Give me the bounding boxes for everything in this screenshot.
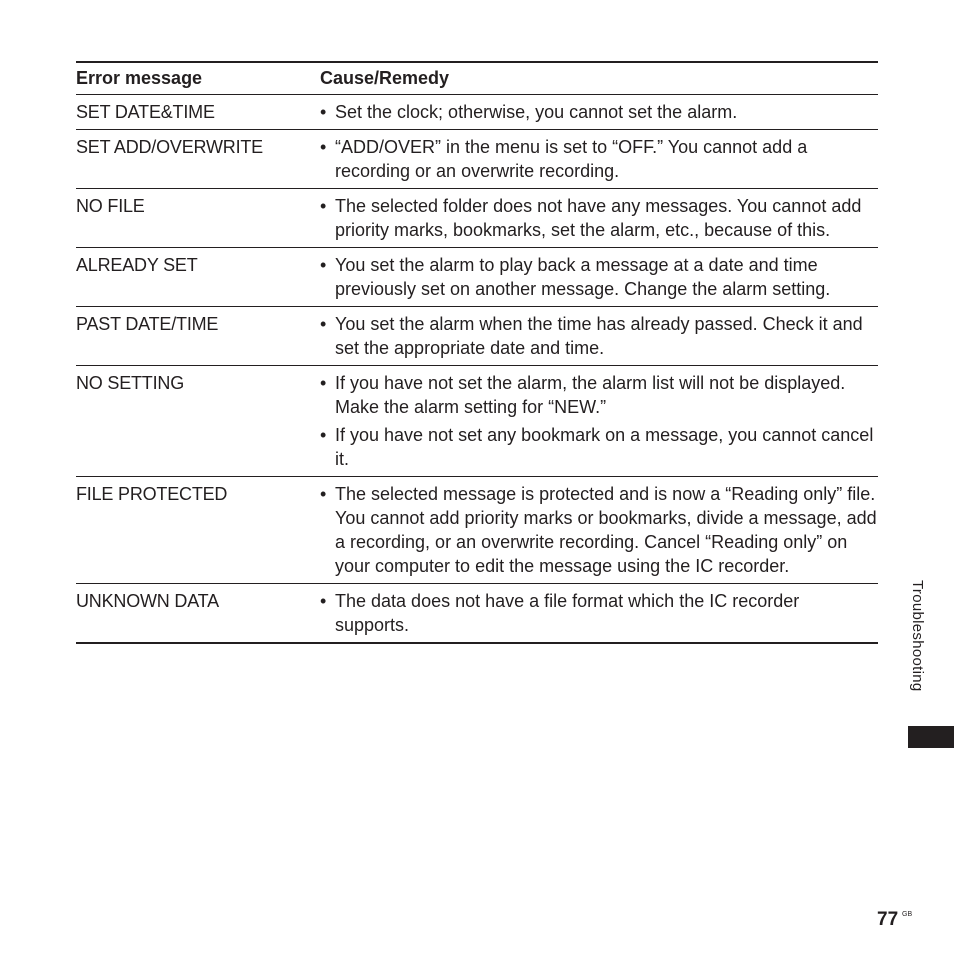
error-message-cell: PAST DATE/TIME [76,314,219,334]
remedy-item [320,312,878,360]
remedy-text: “ADD/OVER” in the menu is set to “OFF.” You cannot add a recording or an overwrite recording. [335,137,808,181]
table-row [76,307,878,366]
error-message-cell: NO FILE [76,196,145,216]
section-tab-marker [908,726,954,748]
bullet-icon: • [320,591,327,611]
remedy-cell [320,312,878,360]
error-message-cell: SET ADD/OVERWRITE [76,137,263,157]
error-message-cell: ALREADY SET [76,255,198,275]
bullet-icon: • [320,196,327,216]
remedy-text: You set the alarm to play back a message at a date and time previously set on another message. Change the alarm setting. [335,255,831,299]
remedy-text: The selected message is protected and is now a “Reading only” file. You cannot add priority marks or bookmarks, divide a message, add a recording, or an overwrite recording. Cancel “Reading only” on your computer to edit the message using the IC recorder. [335,484,877,576]
bullet-icon: • [320,255,327,275]
remedy-cell [320,194,878,242]
section-side-label: Troubleshooting [909,580,926,692]
table-header [76,63,878,95]
remedy-cell [320,135,878,183]
table-row [76,130,878,189]
bullet-icon: • [320,373,327,393]
remedy-text: The data does not have a file format which the IC recorder supports. [335,591,800,635]
page-number: 77 [877,909,899,930]
remedy-text: The selected folder does not have any messages. You cannot add priority marks, bookmarks, set the alarm, etc., because of this. [335,196,862,240]
remedy-cell [320,371,878,471]
bullet-icon: • [320,137,327,157]
bullet-icon: • [320,314,327,334]
error-message-cell: UNKNOWN DATA [76,591,219,611]
remedy-item [320,135,878,183]
remedy-item [320,100,878,124]
remedy-item [320,371,878,419]
page-number-suffix: GB [902,911,913,918]
error-message-table [76,61,878,644]
remedy-item [320,253,878,301]
remedy-item [320,482,878,578]
table-row [76,584,878,644]
remedy-cell [320,100,878,124]
table-row [76,189,878,248]
table-row [76,95,878,130]
remedy-item [320,589,878,637]
table-row [76,248,878,307]
error-message-cell: FILE PROTECTED [76,484,228,504]
bullet-icon: • [320,102,327,122]
table-body [76,95,878,644]
remedy-text: If you have not set the alarm, the alarm list will not be displayed. Make the alarm setting for “NEW.” [335,373,846,417]
remedy-item [320,194,878,242]
error-message-cell: SET DATE&TIME [76,102,215,122]
bullet-icon: • [320,425,327,445]
remedy-cell [320,589,878,637]
error-message-cell: NO SETTING [76,373,185,393]
header-cause-remedy: Cause/Remedy [320,68,450,88]
table-row [76,477,878,584]
table-row [76,366,878,477]
header-error-message: Error message [76,68,203,88]
remedy-cell [320,482,878,578]
remedy-text: If you have not set any bookmark on a message, you cannot cancel it. [335,425,874,469]
remedy-item [320,423,878,471]
remedy-text: You set the alarm when the time has already passed. Check it and set the appropriate date and time. [335,314,863,358]
remedy-text: Set the clock; otherwise, you cannot set the alarm. [335,102,738,122]
remedy-cell [320,253,878,301]
bullet-icon: • [320,484,327,504]
